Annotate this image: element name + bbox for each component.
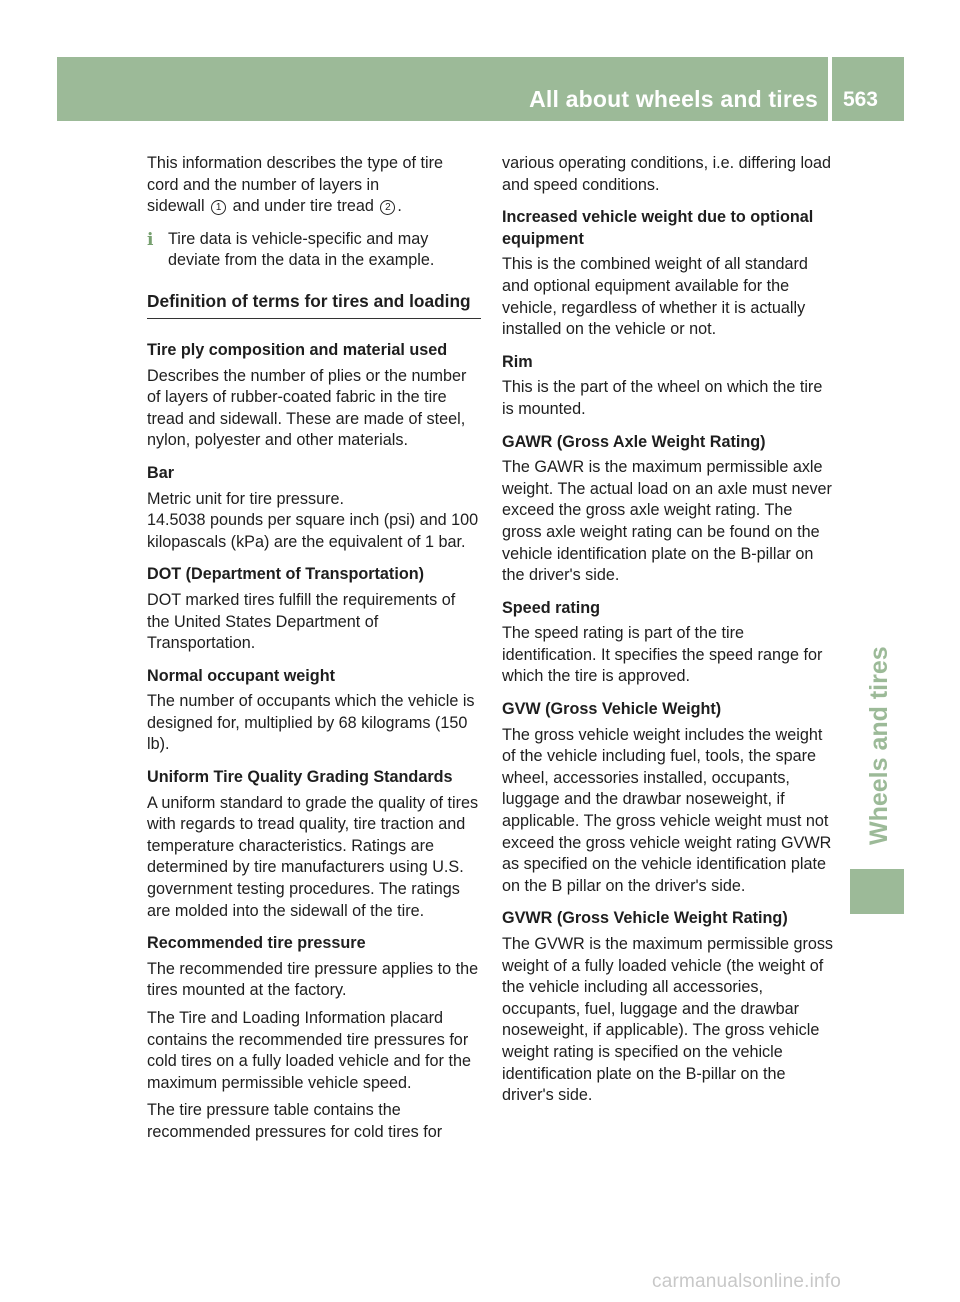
term-definition: This is the combined weight of all standard and optional equipment available for the vehicle, regardless of whether it is actually installed on the vehicle or not. (502, 255, 808, 339)
intro-text: and under tire tread (232, 197, 374, 216)
term-definition: The speed rating is part of the tire identification. It specifies the speed range for which the tire is approved. (502, 624, 823, 686)
term-heading: Rim (502, 352, 533, 371)
right-column (502, 153, 836, 1118)
info-note-text: Tire data is vehicle-specific and may deviate from the data in the example. (168, 229, 435, 270)
intro-text: cord and the number of layers in (147, 175, 380, 194)
term-heading: Tire ply composition and material used (147, 340, 448, 359)
side-tab-marker (850, 869, 904, 914)
term-heading: Bar (147, 463, 174, 482)
term-heading: Normal occupant weight (147, 666, 335, 685)
info-icon: i (147, 229, 154, 250)
intro-text: This information describes the type of tire (147, 154, 444, 172)
term-definition-text: 14.5038 pounds per square inch (psi) and 100 kilopascals (kPa) are the equivalent of 1 bar. (147, 511, 479, 551)
term-definition: The gross vehicle weight includes the weight of the vehicle including fuel, tools, the spare wheel, accessories installed, occupants, luggage and the drawbar noseweight, if applicable. The gross vehicle weight must not exceed the gross vehicle weight rating GVWR as specified on the vehicle identification plate on the B pillar on the driver's side. (502, 725, 832, 895)
term-heading: GVWR (Gross Vehicle Weight Rating) (502, 909, 788, 928)
term-heading: Increased vehicle weight due to optional equipment (502, 208, 814, 248)
callout-1-icon: 1 (211, 200, 226, 215)
term-heading: Uniform Tire Quality Grading Standards (147, 768, 453, 787)
term-definition: Describes the number of plies or the number of layers of rubber-coated fabric in the tire tread and sidewall. These are made of steel, nylon, polyester and other materials. (147, 366, 467, 450)
page-title: All about wheels and tires (529, 86, 818, 112)
term-heading: DOT (Department of Transportation) (147, 565, 424, 584)
continuation-text: various operating conditions, i.e. differing load and speed conditions. (502, 154, 832, 194)
term-heading: GAWR (Gross Axle Weight Rating) (502, 432, 766, 451)
intro-text: . (397, 197, 402, 216)
info-note (147, 229, 481, 272)
term-heading: Speed rating (502, 598, 601, 617)
intro-text: sidewall (147, 197, 205, 216)
term-definition: The Tire and Loading Information placard contains the recommended tire pressures for cold tires on a fully loaded vehicle and for the maximum permissible vehicle speed. (147, 1009, 471, 1092)
term-definition: The number of occupants which the vehicle is designed for, multiplied by 68 kilograms (150 lb). (147, 692, 475, 754)
term-definition-text: Metric unit for tire pressure. (147, 489, 345, 508)
term-definition (147, 489, 481, 554)
term-heading: Recommended tire pressure (147, 934, 366, 953)
term-definition: The tire pressure table contains the recommended pressures for cold tires for (147, 1101, 443, 1141)
header-bar (57, 57, 904, 121)
term-definition: DOT marked tires fulfill the requirements of the United States Department of Transportation. (147, 590, 456, 653)
callout-2-icon: 2 (380, 200, 395, 215)
intro-paragraph (147, 153, 481, 218)
term-definition: A uniform standard to grade the quality of tires with regards to tread quality, tire traction and temperature characteristics. Ratings are determined by tire manufacturers using U.S. government testing procedures. The ratings are molded into the sidewall of the tire. (147, 793, 479, 920)
page-number: 563 (842, 88, 878, 111)
watermark: carmanualsonline.info (652, 1271, 842, 1292)
term-definition: The recommended tire pressure applies to the tires mounted at the factory. (147, 959, 479, 1000)
side-tab-label: Wheels and tires (865, 646, 893, 845)
section-heading: Definition of terms for tires and loading (147, 289, 481, 319)
header-separator (828, 57, 832, 121)
term-heading: GVW (Gross Vehicle Weight) (502, 700, 722, 719)
term-definition: The GAWR is the maximum permissible axle weight. The actual load on an axle must never exceed the gross axle weight rating. The gross axle weight rating can be found on the vehicle identification plate on the B-pillar on the driver's side. (502, 458, 832, 585)
left-column (147, 153, 481, 1155)
term-definition: The GVWR is the maximum permissible gross weight of a fully loaded vehicle (the weight of the vehicle including all accessories, occupants, fuel, luggage and the drawbar noseweight, if applicable). The gross vehicle weight rating is specified on the vehicle identification plate on the B-pillar on the driver's side. (502, 935, 834, 1105)
term-definition: This is the part of the wheel on which the tire is mounted. (502, 378, 823, 418)
